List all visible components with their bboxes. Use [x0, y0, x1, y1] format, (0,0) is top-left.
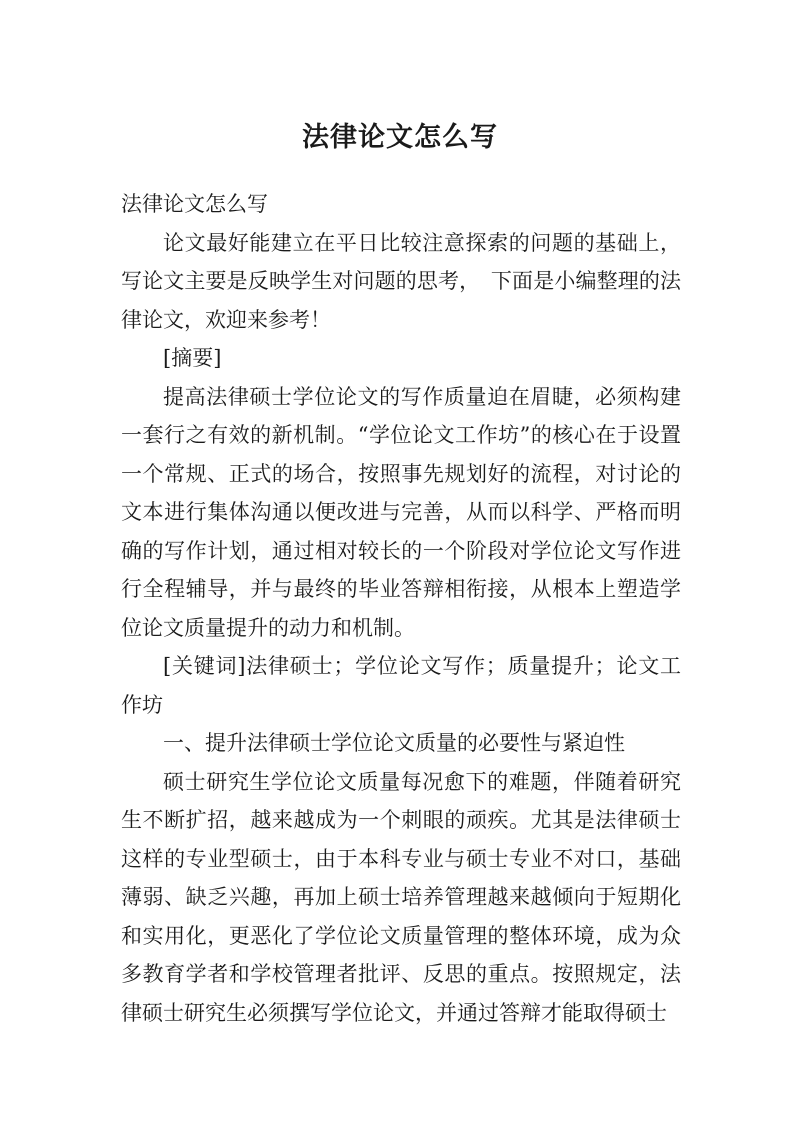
- section-heading: 一、提升法律硕士学位论文质量的必要性与紧迫性: [163, 731, 625, 755]
- intro-paragraph: 论文最好能建立在平日比较注意探索的问题的基础上，写论文主要是反映学生对问题的思考， 下面是小编整理的法律论文，欢迎来参考！: [121, 230, 681, 332]
- abstract-paragraph: 提高法律硕士学位论文的写作质量迫在眉睫，必须构建一套行之有效的新机制。“学位论文工作坊”的核心在于设置一个常规、正式的场合，按照事先规划好的流程，对讨论的文本进行集体沟通以便改进与完善，从而以科学、严格而明确的写作计划，通过相对较长的一个阶段对学位论文写作进行全程辅导，并与最终的毕业答辩相衔接，从根本上塑造学位论文质量提升的动力和机制。: [121, 384, 681, 640]
- body-paragraph: 硕士研究生学位论文质量每况愈下的难题，伴随着研究生不断扩招，越来越成为一个刺眼的顽疾。尤其是法律硕士这样的专业型硕士，由于本科专业与硕士专业不对口，基础薄弱、缺乏兴趣，再加上硕士培养管理越来越倾向于短期化和实用化，更恶化了学位论文质量管理的整体环境，成为众多教育学者和学校管理者批评、反思的重点。按照规定，法律硕士研究生必须撰写学位论文，并通过答辩才能取得硕士: [121, 769, 681, 1025]
- document-body: [121, 185, 681, 1032]
- subtitle-paragraph: 法律论文怎么写: [121, 192, 268, 216]
- keywords-paragraph: [关键词]法律硕士；学位论文写作；质量提升；论文工作坊: [121, 654, 681, 717]
- document-title: 法律论文怎么写: [302, 122, 498, 154]
- abstract-heading: [摘要]: [163, 346, 222, 370]
